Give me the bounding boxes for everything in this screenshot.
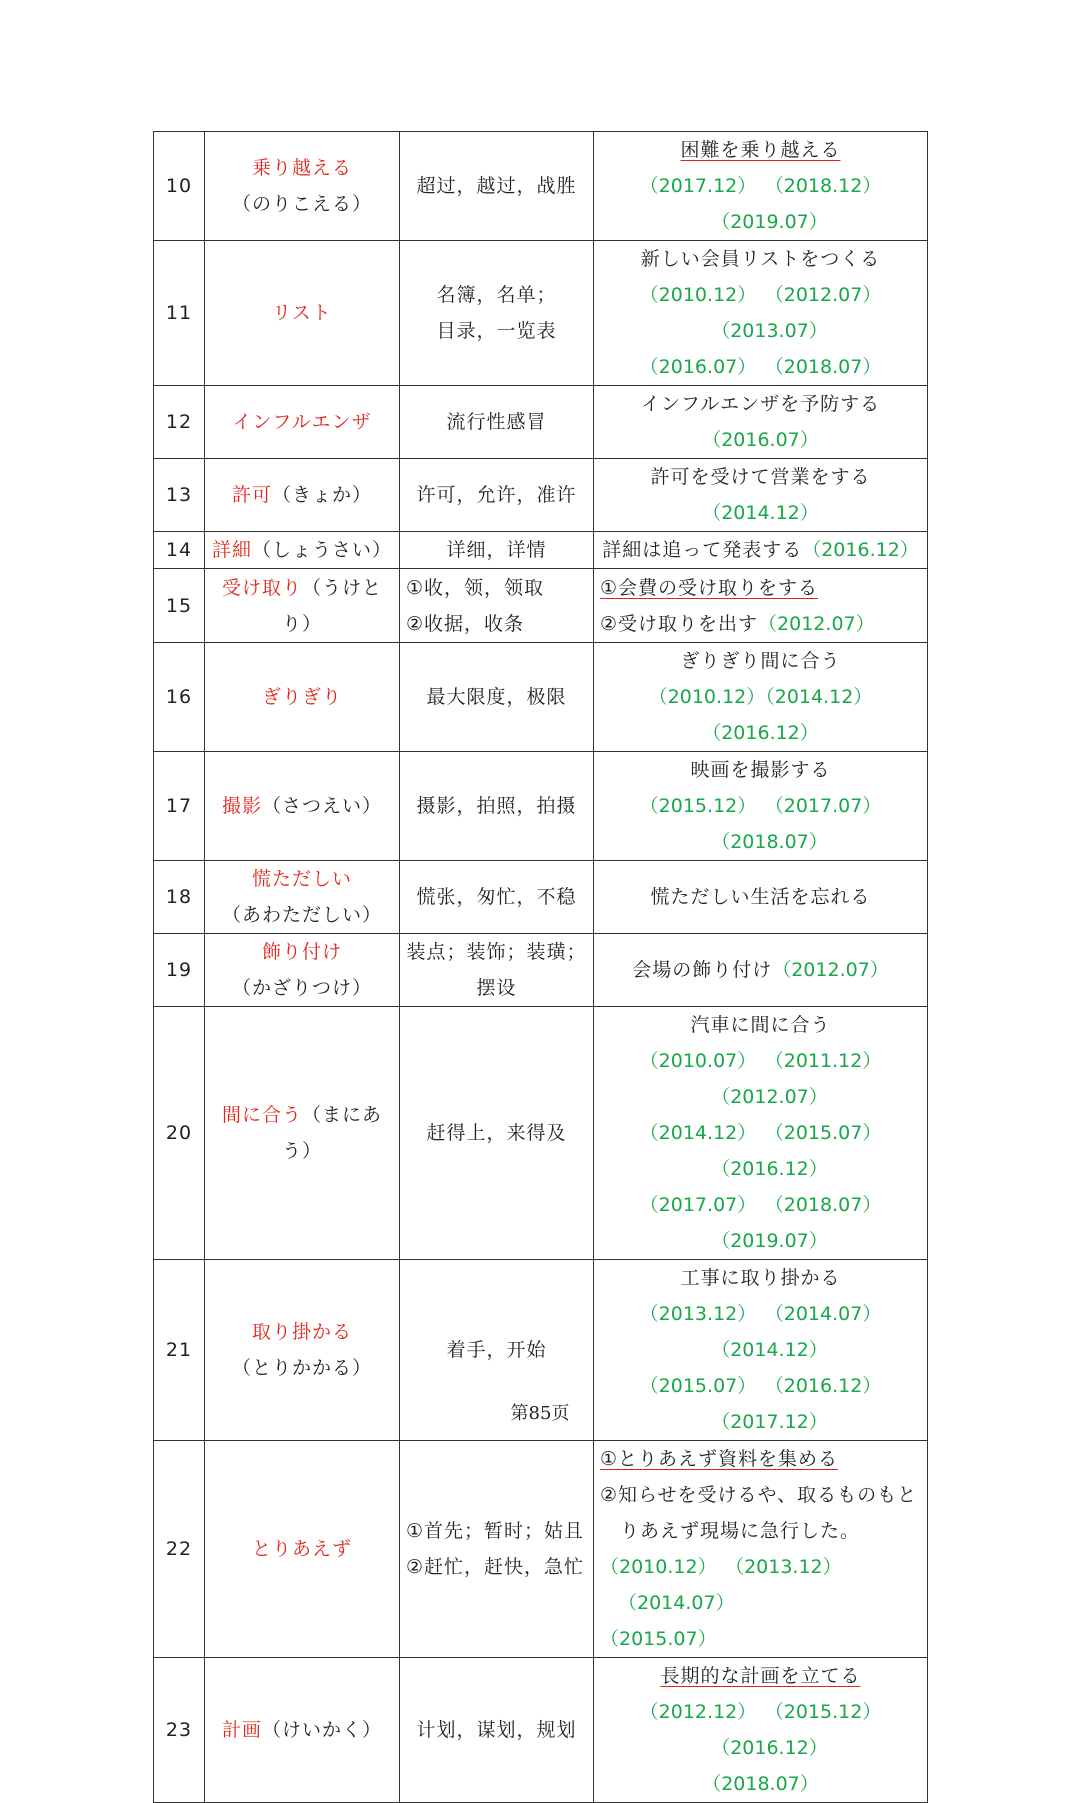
meaning-cell	[400, 132, 594, 241]
reading: （のりこえる）	[231, 193, 372, 215]
meaning: 摆设	[476, 977, 517, 999]
word-cell	[205, 1007, 400, 1260]
word: 乗り越える	[251, 157, 352, 179]
meaning: 目录，一览表	[436, 320, 557, 342]
exam-year: （2018.07）	[711, 831, 828, 853]
meaning: 流行性感冒	[446, 411, 547, 433]
exam-year: （2016.12）	[802, 539, 919, 561]
example-sentence: ②知らせを受けるや、取るものもと	[600, 1484, 918, 1506]
exam-year: （2014.07）	[618, 1592, 735, 1614]
example-sentence: 長期的な計画を立てる	[660, 1665, 861, 1687]
word: 詳細	[211, 539, 252, 561]
row-number: 23	[154, 1658, 205, 1803]
table-row	[154, 532, 928, 569]
example-sentence: ②受け取りを出す	[600, 612, 759, 635]
exam-year: （2014.07）	[774, 1303, 882, 1325]
reading: （けいかく）	[262, 1719, 383, 1741]
word: 許可	[231, 484, 272, 506]
word-cell	[205, 1441, 400, 1658]
exam-year: （2016.12）	[702, 722, 819, 744]
example-sentence: 汽車に間に合う	[690, 1014, 831, 1036]
example-sentence: インフルエンザを予防する	[640, 393, 881, 415]
word: ぎりぎり	[261, 686, 342, 708]
exam-year: （2010.12）	[600, 1556, 717, 1578]
page-number: 第85页	[510, 1403, 570, 1424]
row-number: 22	[154, 1441, 205, 1658]
meaning-cell	[400, 569, 594, 643]
example-sentence: 許可を受けて営業をする	[650, 466, 871, 488]
example-cell	[594, 241, 928, 386]
meaning-cell	[400, 861, 594, 934]
table-row	[154, 132, 928, 241]
table-row	[154, 861, 928, 934]
exam-year: （2016.12）	[711, 1737, 828, 1759]
exam-year: （2016.07）	[702, 429, 819, 451]
meaning-cell	[400, 241, 594, 386]
reading: （とりかかる）	[231, 1357, 372, 1379]
row-number: 19	[154, 934, 205, 1007]
reading: （かざりつけ）	[231, 977, 372, 999]
row-number: 16	[154, 643, 205, 752]
table-row	[154, 1441, 928, 1658]
exam-year: （2011.12）	[774, 1050, 882, 1072]
example-cell	[594, 934, 928, 1007]
meaning: 计划，谋划，规划	[416, 1719, 577, 1741]
exam-year: （2018.07）	[774, 356, 882, 378]
example-sentence: 新しい会員リストをつくる	[640, 248, 881, 270]
meaning: 最大限度，极限	[426, 686, 567, 708]
meaning: ①收，领，领取	[406, 576, 545, 599]
exam-year: （2010.07）	[639, 1050, 757, 1072]
exam-year: （2017.07）	[639, 1194, 757, 1216]
example-sentence: ぎりぎり間に合う	[680, 650, 841, 672]
meaning: 装点；装饰；装璜；	[406, 941, 587, 963]
exam-year: （2016.12）	[711, 1158, 828, 1180]
table-row	[154, 386, 928, 459]
row-number: 18	[154, 861, 205, 934]
exam-year: （2015.07）	[639, 1375, 757, 1397]
meaning: 超过，越过，战胜	[416, 175, 577, 197]
exam-year: （2018.12）	[774, 175, 882, 197]
table-row	[154, 934, 928, 1007]
example-sentence: りあえず現場に急行した。	[620, 1520, 861, 1542]
table-row	[154, 752, 928, 861]
meaning: ②收据，收条	[406, 612, 525, 635]
row-number: 20	[154, 1007, 205, 1260]
example-cell	[594, 459, 928, 532]
meaning-cell	[400, 1007, 594, 1260]
exam-year: （2012.07）	[774, 284, 882, 306]
word-cell	[205, 934, 400, 1007]
exam-year: （2010.12）	[648, 686, 766, 708]
exam-year: （2014.12）	[765, 686, 873, 708]
word: リスト	[272, 302, 332, 324]
exam-year: （2014.12）	[639, 1122, 757, 1144]
row-number: 17	[154, 752, 205, 861]
reading: （きょか）	[272, 484, 373, 506]
meaning: 摄影，拍照，拍摄	[416, 795, 577, 817]
meaning-cell	[400, 459, 594, 532]
row-number: 10	[154, 132, 205, 241]
example-cell	[594, 1658, 928, 1803]
table-row	[154, 1658, 928, 1803]
exam-year: （2012.12）	[639, 1701, 757, 1723]
word-cell	[205, 569, 400, 643]
word-cell	[205, 643, 400, 752]
meaning: ①首先；暂时；姑且	[406, 1520, 585, 1542]
exam-year: （2015.07）	[600, 1628, 717, 1650]
exam-year: （2019.07）	[711, 211, 828, 233]
row-number: 11	[154, 241, 205, 386]
meaning: 许可，允许，准许	[416, 484, 577, 506]
example-cell	[594, 752, 928, 861]
example-cell	[594, 132, 928, 241]
meaning: 赶得上，来得及	[426, 1122, 567, 1144]
exam-year: （2010.12）	[639, 284, 757, 306]
reading: （うけとり）	[281, 576, 383, 635]
word: 撮影	[221, 795, 262, 817]
word: とりあえず	[251, 1538, 352, 1560]
meaning-cell	[400, 532, 594, 569]
meaning-cell	[400, 643, 594, 752]
reading: （さつえい）	[262, 795, 383, 817]
vocabulary-table	[153, 131, 928, 1803]
meaning-cell	[400, 1658, 594, 1803]
example-sentence: 会場の飾り付け	[632, 959, 773, 981]
exam-year: （2013.12）	[639, 1303, 757, 1325]
meaning-cell	[400, 934, 594, 1007]
word-cell	[205, 1658, 400, 1803]
example-sentence: 困難を乗り越える	[680, 139, 841, 161]
example-cell	[594, 643, 928, 752]
exam-year: （2012.07）	[711, 1086, 828, 1108]
word: 飾り付け	[261, 941, 342, 963]
reading: （あわただしい）	[221, 904, 382, 926]
word-cell	[205, 386, 400, 459]
example-sentence: 映画を撮影する	[690, 759, 831, 781]
word-cell	[205, 861, 400, 934]
example-sentence: 工事に取り掛かる	[680, 1267, 841, 1289]
meaning: ②赶忙，赶快，急忙	[406, 1556, 585, 1578]
exam-year: （2018.07）	[774, 1194, 882, 1216]
exam-year: （2014.12）	[711, 1339, 828, 1361]
word: 取り掛かる	[251, 1321, 352, 1343]
table-row	[154, 569, 928, 643]
exam-year: （2016.12）	[774, 1375, 882, 1397]
exam-year: （2017.12）	[711, 1411, 828, 1433]
example-cell	[594, 569, 928, 643]
exam-year: （2013.12）	[734, 1556, 842, 1578]
word-cell	[205, 532, 400, 569]
word-cell	[205, 459, 400, 532]
row-number: 12	[154, 386, 205, 459]
meaning: 详细，详情	[446, 539, 547, 561]
reading: （まにあう）	[281, 1104, 383, 1162]
word: 慌ただしい	[251, 868, 352, 890]
meaning-cell	[400, 752, 594, 861]
word-cell	[205, 752, 400, 861]
example-sentence: 詳細は追って発表する	[602, 539, 803, 561]
exam-year: （2015.07）	[774, 1122, 882, 1144]
exam-year: （2015.12）	[639, 795, 757, 817]
word-cell	[205, 132, 400, 241]
word-cell	[205, 241, 400, 386]
meaning: 名簿，名单；	[436, 284, 557, 306]
example-cell	[594, 1007, 928, 1260]
reading: （しょうさい）	[252, 539, 393, 561]
table-row	[154, 459, 928, 532]
example-cell	[594, 386, 928, 459]
example-sentence: 慌ただしい生活を忘れる	[650, 886, 871, 908]
exam-year: （2014.12）	[702, 502, 819, 524]
table-row	[154, 1007, 928, 1260]
row-number: 13	[154, 459, 205, 532]
exam-year: （2013.07）	[711, 320, 828, 342]
word: 計画	[221, 1719, 262, 1741]
row-number: 15	[154, 569, 205, 643]
example-cell	[594, 861, 928, 934]
meaning: 慌张，匆忙，不稳	[416, 886, 577, 908]
meaning-cell	[400, 1441, 594, 1658]
word: インフルエンザ	[232, 411, 372, 433]
table-row	[154, 643, 928, 752]
table-row	[154, 241, 928, 386]
row-number: 14	[154, 532, 205, 569]
example-sentence: ①会費の受け取りをする	[600, 576, 819, 599]
exam-year: （2019.07）	[711, 1230, 828, 1252]
exam-year: （2017.07）	[774, 795, 882, 817]
example-cell	[594, 1441, 928, 1658]
word: 受け取り	[221, 576, 302, 599]
meaning: 着手，开始	[446, 1339, 547, 1361]
example-cell	[594, 532, 928, 569]
exam-year: （2015.12）	[774, 1701, 882, 1723]
meaning-cell	[400, 386, 594, 459]
exam-year: （2012.07）	[758, 612, 875, 635]
row-number: 21	[154, 1260, 205, 1441]
exam-year: （2018.07）	[702, 1773, 819, 1795]
word: 間に合う	[221, 1104, 302, 1126]
exam-year: （2017.12）	[639, 175, 757, 197]
example-sentence: ①とりあえず資料を集める	[600, 1448, 839, 1470]
exam-year: （2016.07）	[639, 356, 757, 378]
exam-year: （2012.07）	[772, 959, 889, 981]
